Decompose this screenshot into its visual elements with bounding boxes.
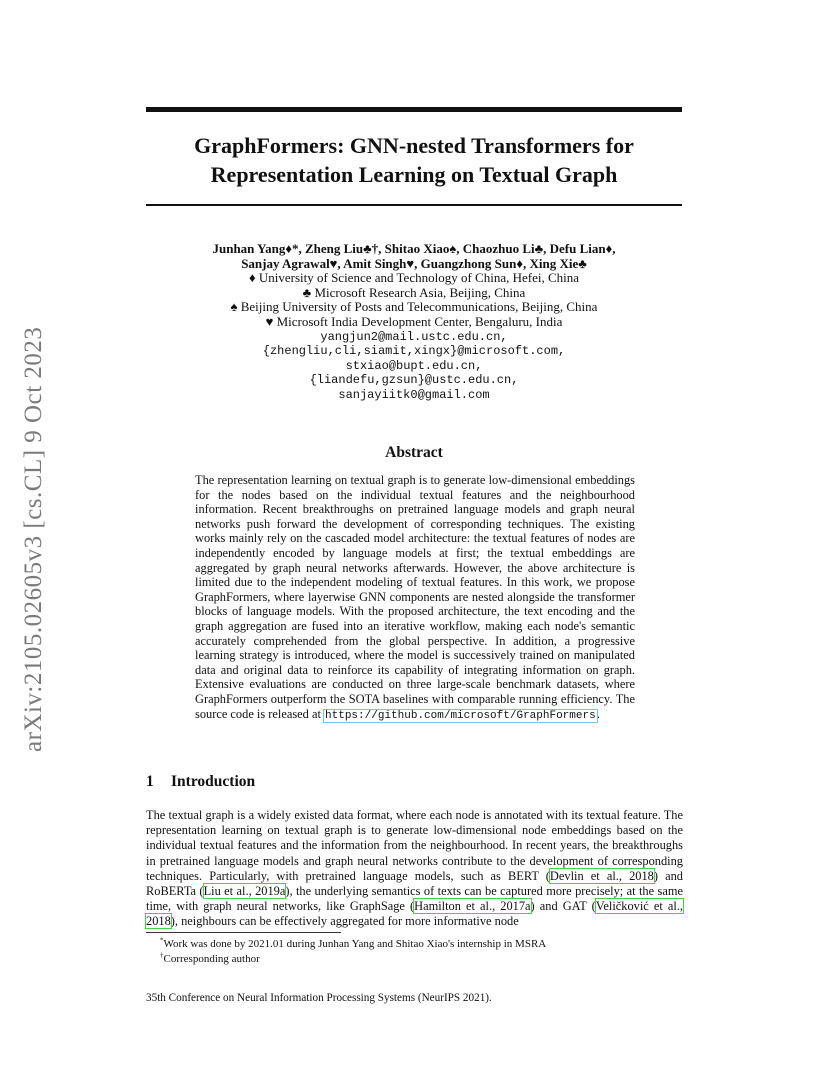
citation-velickovic[interactable]: Veličković et al., 2018 (146, 899, 684, 929)
abstract-heading: Abstract (385, 444, 443, 461)
intro-text-3: ), the underlying semantics of texts can be captured more precisely; at the same time, with graph neural networks, like GraphSage ( (146, 884, 683, 914)
section-title: Introduction (171, 773, 256, 790)
footnotes (160, 937, 680, 967)
email-1: yangjun2@mail.ustc.edu.cn, (320, 329, 508, 344)
intro-text-2: ) and RoBERTa ( (146, 868, 683, 899)
title-line-1: GraphFormers: GNN-nested Transformers for (194, 133, 634, 158)
abstract-end: . (596, 706, 600, 721)
affiliation-msra: ♣ Microsoft Research Asia, Beijing, China (302, 284, 526, 300)
footnote-1: *Work was done by 2021.01 during Junhan Yang and Shitao Xiao's internship in MSRA (160, 936, 547, 950)
author-line-2: Sanjay Agrawal♥, Amit Singh♥, Guangzhong Sun♦, Xing Xie♣ (241, 255, 587, 271)
intro-text-5: ), neighbours can be effectively aggregated for more informative node (170, 914, 519, 929)
title-line-2: Representation Learning on Textual Graph (210, 162, 618, 187)
footnote-2: †Corresponding author (160, 951, 260, 965)
paper-title (146, 131, 682, 189)
citation-hamilton[interactable]: Hamilton et al., 2017a (414, 899, 531, 914)
citation-devlin[interactable]: Devlin et al., 2018 (549, 868, 654, 883)
author-line-1: Junhan Yang♦*, Zheng Liu♣†, Shitao Xiao♠, Chaozhuo Li♣, Defu Lian♦, (212, 241, 616, 256)
footnote-2-text: Corresponding author (163, 953, 260, 965)
affiliation-ustc: ♦ University of Science and Technology of China, Hefei, China (248, 270, 580, 286)
section-number: 1 (146, 773, 154, 790)
abstract-text: The representation learning on textual graph is to generate low-dimensional embeddings for the nodes based on the individual textual features and the neighbourhood information. Recent breakthroughs on pretrained language models and graph neural networks push forward the development of corresponding techniques. The existing works mainly rely on the cascaded model architecture: the textual features of nodes are independently encoded by language models at first; the textual embeddings are aggregated by graph neural networks afterwards. However, the above architecture is limited due to the independent modeling of textual features. In this work, we propose GraphFormers, where layerwise GNN components are nested alongside the transformer blocks of language models. With the proposed architecture, the text encoding and the graph aggregation are fused into an iterative workflow, making each node's semantic accurately comprehended from the global perspective. In addition, a progressive learning strategy is introduced, where the model is successively trained on manipulated data and original data to reinforce its capability of integrating information on graph. Extensive evaluations are conducted on three large-scale benchmark datasets, where GraphFormers outperform the SOTA baselines with comparable running efficiency. The source code is released at (195, 473, 635, 721)
source-code-link[interactable]: https://github.com/microsoft/GraphFormers (325, 709, 596, 722)
citation-liu[interactable]: Liu et al., 2019a (203, 884, 286, 899)
introduction-paragraph (146, 808, 683, 930)
email-3: stxiao@bupt.edu.cn, (345, 358, 483, 373)
intro-text-4: ) and GAT ( (530, 899, 596, 914)
author-block (146, 242, 682, 403)
title-bottom-rule (146, 204, 682, 206)
affiliation-bupt: ♠ Beijing University of Posts and Telecommunications, Beijing, China (230, 299, 598, 315)
affiliation-midc: ♥ Microsoft India Development Center, Bengaluru, India (265, 313, 563, 329)
footnote-1-text: Work was done by 2021.01 during Junhan Yang and Shitao Xiao's internship in MSRA (163, 938, 547, 950)
abstract-body (195, 473, 635, 723)
email-4: {liandefu,gzsun}@ustc.edu.cn, (309, 373, 519, 388)
email-2: {zhengliu,cli,siamit,xingx}@microsoft.com, (262, 344, 566, 359)
email-5: sanjayiitk0@gmail.com (338, 387, 490, 402)
section-heading-introduction (146, 773, 255, 791)
title-top-rule (146, 107, 682, 112)
footnote-rule (146, 932, 341, 933)
venue-footer: 35th Conference on Neural Information Processing Systems (NeurIPS 2021). (146, 992, 492, 1004)
intro-text-1: The textual graph is a widely existed data format, where each node is annotated with its textual feature. The representation learning on textual graph is to generate low-dimensional node embeddings based on the individual textual features and the information from the neighbourhood. In recent years, the breakthroughs in pretrained language models and graph neural networks contribute to the development of corresponding techniques. Particularly, with pretrained language models, such as BERT ( (146, 808, 683, 883)
arxiv-identifier[interactable]: arXiv:2105.02605v3 [cs.CL] 9 Oct 2023 (20, 326, 47, 752)
